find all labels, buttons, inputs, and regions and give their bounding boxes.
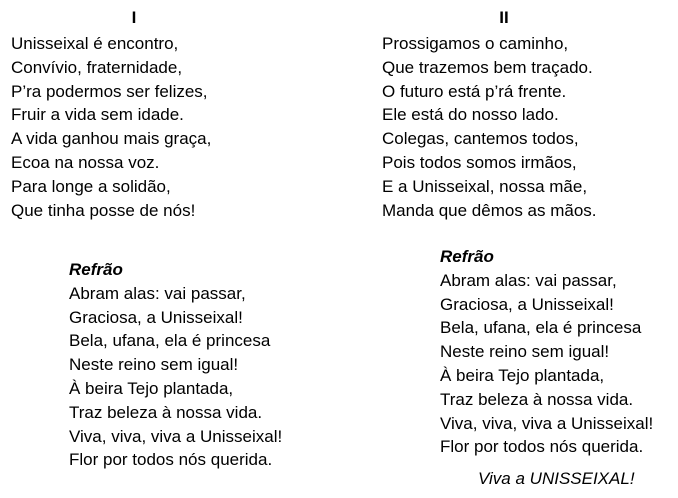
refrain-line: Abram alas: vai passar, — [440, 270, 617, 290]
refrain-line: Neste reino sem igual! — [440, 342, 610, 362]
refrain-block-1 — [69, 258, 282, 472]
refrain-title: Refrão — [69, 260, 123, 279]
refrain-line: Neste reino sem igual! — [69, 355, 239, 375]
stanza-heading-1: I — [131, 8, 137, 27]
refrain-line: Abram alas: vai passar, — [69, 283, 246, 303]
refrain-line: Flor por todos nós querida. — [440, 437, 644, 457]
verse-line: Unisseixal é encontro, — [11, 34, 179, 53]
verse-line: Para longe a solidão, — [11, 176, 171, 196]
refrain-line: Viva, viva, viva a Unisseixal! — [69, 426, 283, 446]
verse-stanza-2 — [382, 32, 597, 222]
refrain-title: Refrão — [440, 247, 494, 266]
verse-line: Que trazemos bem traçado. — [382, 57, 593, 77]
verse-line: Colegas, cantemos todos, — [382, 129, 579, 149]
refrain-line: Traz beleza à nossa vida. — [440, 389, 634, 409]
refrain-line: À beira Tejo plantada, — [69, 378, 234, 398]
refrain-line: Graciosa, a Unisseixal! — [69, 307, 243, 327]
closing-exclamation: Viva a UNISSEIXAL! — [478, 469, 635, 488]
verse-line: P’ra podermos ser felizes, — [11, 81, 208, 101]
verse-stanza-1 — [11, 32, 211, 222]
verse-line: A vida ganhou mais graça, — [11, 129, 212, 149]
verse-line: Fruir a vida sem idade. — [11, 105, 184, 125]
refrain-line: Graciosa, a Unisseixal! — [440, 294, 614, 314]
verse-line: Ele está do nosso lado. — [382, 105, 559, 125]
verse-line: Manda que dêmos as mãos. — [382, 200, 597, 220]
refrain-line: Bela, ufana, ela é princesa — [69, 331, 271, 351]
verse-line: Prossigamos o caminho, — [382, 34, 569, 53]
refrain-line: À beira Tejo plantada, — [440, 365, 605, 385]
verse-line: Ecoa na nossa voz. — [11, 152, 160, 172]
verse-line: Pois todos somos irmãos, — [382, 152, 577, 172]
stanza-heading-2: II — [499, 8, 509, 27]
refrain-line: Traz beleza à nossa vida. — [69, 402, 263, 422]
refrain-line: Viva, viva, viva a Unisseixal! — [440, 413, 654, 433]
verse-line: E a Unisseixal, nossa mãe, — [382, 176, 588, 196]
refrain-line: Flor por todos nós querida. — [69, 450, 273, 470]
refrain-block-2 — [440, 245, 653, 459]
verse-line: Convívio, fraternidade, — [11, 57, 183, 77]
verse-line: O futuro está p’rá frente. — [382, 81, 567, 101]
verse-line: Que tinha posse de nós! — [11, 200, 196, 220]
refrain-line: Bela, ufana, ela é princesa — [440, 318, 642, 338]
